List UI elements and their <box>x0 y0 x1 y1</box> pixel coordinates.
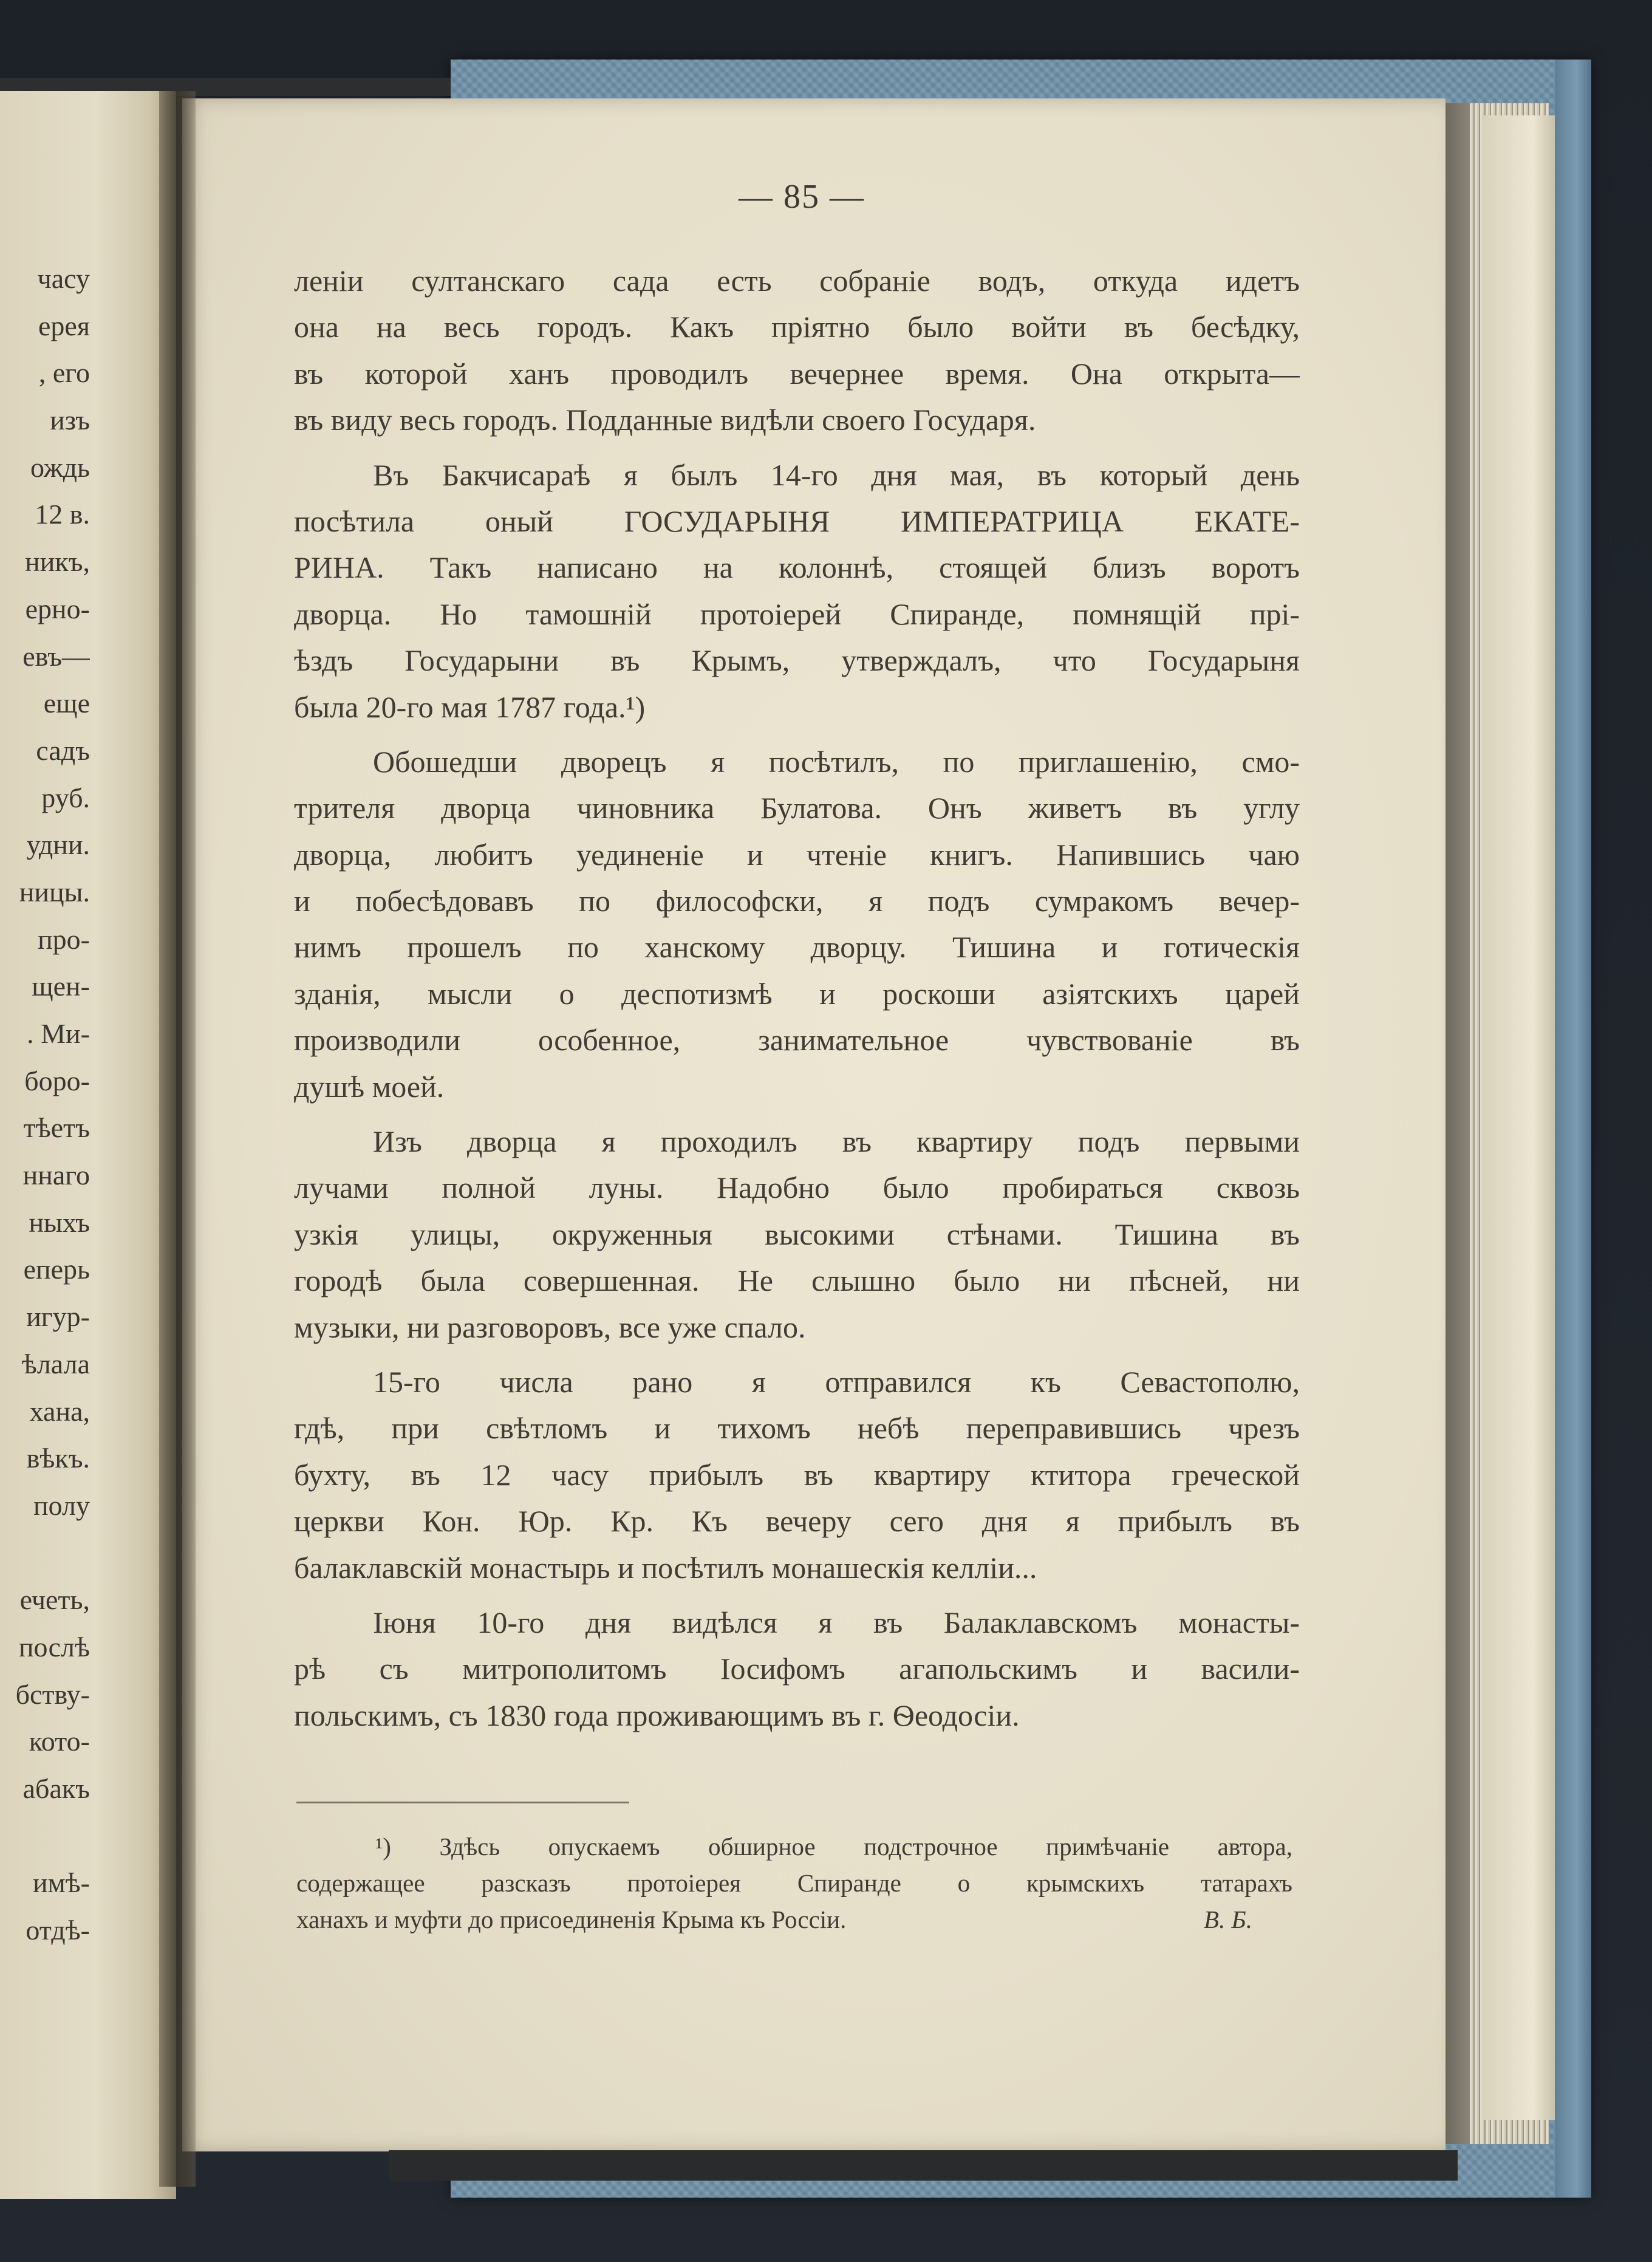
text-line: узкія улицы, окруженныя высокими стѣнами. Тишина въ <box>294 1217 1300 1251</box>
page-stack-edge <box>1482 115 1555 2120</box>
left-page-text-fragments <box>0 255 90 1954</box>
text-line: и побесѣдовавъ по философски, я подъ сумракомъ вечер- <box>294 884 1300 918</box>
text-line: балаклавскій монастырь и посѣтилъ монашескія келліи... <box>294 1550 1037 1585</box>
left-page-line: , его <box>38 357 90 389</box>
text-line: была 20-го мая 1787 года.¹) <box>294 689 646 724</box>
text-line: городѣ была совершенная. Не слышно было ни пѣсней, ни <box>294 1263 1300 1298</box>
left-page-line: евъ— <box>22 640 90 672</box>
text-line: бухту, въ 12 часу прибылъ въ квартиру ктитора греческой <box>294 1457 1300 1492</box>
left-page-line: изъ <box>50 405 90 436</box>
left-page-line: вѣкъ. <box>26 1443 90 1474</box>
left-page-line: полу <box>33 1489 90 1521</box>
book-cover-edge <box>1555 60 1591 2198</box>
left-page-line: ннаго <box>22 1160 90 1191</box>
text-line: церкви Кон. Юр. Кр. Къ вечеру сего дня я прибылъ въ <box>294 1504 1300 1539</box>
left-page-line: руб. <box>41 782 90 813</box>
left-page-line: ѣлала <box>21 1348 90 1379</box>
text-line: рѣ съ митрополитомъ Іосифомъ агапольскимъ и васили- <box>294 1652 1300 1686</box>
paragraph <box>294 452 1300 730</box>
left-page-line: тѣетъ <box>23 1112 90 1144</box>
left-page-line: имѣ- <box>32 1867 90 1899</box>
page-number: — 85 — <box>739 178 865 216</box>
left-page-line: послѣ <box>18 1631 90 1662</box>
text-line: гдѣ, при свѣтломъ и тихомъ небѣ переправившись чрезъ <box>294 1411 1300 1446</box>
footnote-line: содержащее разсказъ протоіерея Спиранде о крымскихъ татарахъ <box>296 1869 1292 1897</box>
paragraph <box>294 1359 1300 1591</box>
text-line: 15-го числа рано я отправился къ Севастополю, <box>373 1364 1300 1399</box>
left-page-line: садъ <box>36 734 90 766</box>
left-page-line: щен- <box>32 971 90 1002</box>
text-line: трителя дворца чиновника Булатова. Онъ живетъ въ углу <box>294 791 1300 825</box>
footnote <box>296 1828 1292 1938</box>
left-page-line: отдѣ- <box>26 1915 90 1946</box>
left-page-line: про- <box>38 923 90 955</box>
text-line: производили особенное, занимательное чувствованіе въ <box>294 1023 1300 1058</box>
text-line: польскимъ, съ 1830 года проживающимъ въ г. Ѳеодосіи. <box>294 1698 1020 1732</box>
text-line: Іюня 10-го дня видѣлся я въ Балаклавскомъ монасты- <box>373 1605 1300 1639</box>
left-page-line: еще <box>43 688 90 719</box>
left-page-line: хана, <box>29 1395 90 1427</box>
paragraph <box>294 258 1300 443</box>
text-line: ѣздъ Государыни въ Крымъ, утверждалъ, что Государыня <box>294 643 1300 678</box>
left-page-line: игур- <box>26 1301 90 1333</box>
left-page-line: ождь <box>30 451 90 483</box>
left-page-line <box>0 1813 90 1860</box>
bottom-shadow <box>389 2150 1458 2181</box>
text-line: дворца. Но тамошній протоіерей Спиранде, помнящій прі- <box>294 596 1300 631</box>
page-body-text <box>294 258 1300 1738</box>
text-line: Въ Бакчисараѣ я былъ 14-го дня мая, въ который день <box>373 457 1300 492</box>
left-page-line: ечеть, <box>19 1584 90 1616</box>
left-page-line: ерея <box>38 310 90 341</box>
text-line: нимъ прошелъ по ханскому дворцу. Тишина и готическія <box>294 930 1300 965</box>
text-line: Обошедши дворецъ я посѣтилъ, по приглашенію, смо- <box>373 744 1300 779</box>
left-page-line: никъ, <box>25 546 90 578</box>
text-line: она на весь городъ. Какъ пріятно было войти въ бесѣдку, <box>294 310 1300 344</box>
left-page-line: ницы. <box>19 876 90 907</box>
left-page-line: удни. <box>26 829 90 861</box>
left-page-line: часу <box>37 263 90 294</box>
text-line: РИНА. Такъ написано на колоннѣ, стоящей близъ воротъ <box>294 550 1300 585</box>
text-line: лучами полной луны. Надобно было пробираться сквозь <box>294 1170 1300 1205</box>
text-line: душѣ моей. <box>294 1069 445 1104</box>
text-line: леніи султанскаго сада есть собраніе водъ, откуда идетъ <box>294 264 1300 298</box>
text-line: въ виду весь городъ. Подданные видѣли своего Государя. <box>294 403 1036 437</box>
paragraph <box>294 739 1300 1110</box>
paragraph <box>294 1118 1300 1350</box>
paragraph <box>294 1599 1300 1738</box>
text-line: въ которой ханъ проводилъ вечернее время. Она открыта— <box>294 356 1300 391</box>
footnote-divider <box>296 1802 629 1803</box>
text-line: музыки, ни разговоровъ, все уже спало. <box>294 1310 806 1344</box>
left-page-line: бству- <box>15 1678 90 1710</box>
text-line: зданія, мысли о деспотизмѣ и роскоши азіятскихъ царей <box>294 976 1300 1011</box>
book-gutter <box>159 91 196 2187</box>
footnote-line: ханахъ и муфти до присоединенія Крыма къ Россіи. В. Б. <box>296 1901 1292 1938</box>
footnote-signature: В. Б. <box>1204 1905 1252 1933</box>
left-page-line: ныхъ <box>29 1206 90 1238</box>
left-page-line <box>0 1529 90 1577</box>
text-line: Изъ дворца я проходилъ въ квартиру подъ первыми <box>373 1124 1300 1159</box>
text-line: дворца, любитъ уединеніе и чтеніе книгъ. Напившись чаю <box>294 837 1300 872</box>
left-page-line: боро- <box>24 1065 90 1096</box>
left-page-line: . Ми- <box>27 1018 90 1049</box>
text-line: посѣтила оный ГОСУДАРЫНЯ ИМПЕРАТРИЦА ЕКАТЕ- <box>294 504 1300 538</box>
left-page-line: кото- <box>29 1726 90 1757</box>
footnote-line: ¹) Здѣсь опускаемъ обширное подстрочное примѣчаніе автора, <box>375 1833 1292 1861</box>
left-page-line: 12 в. <box>35 499 90 530</box>
left-page-line: еперь <box>23 1254 90 1285</box>
left-page-line: ерно- <box>25 593 90 624</box>
left-page-line: абакъ <box>22 1773 90 1804</box>
